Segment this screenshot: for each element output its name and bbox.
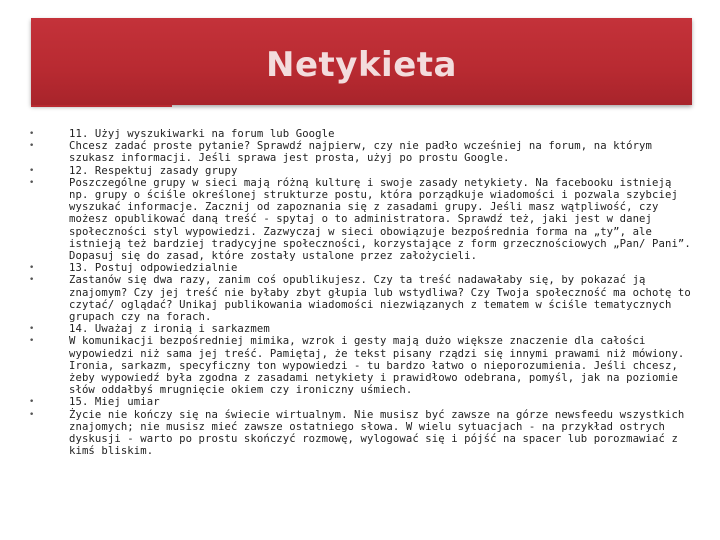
bullet-icon: • bbox=[29, 336, 35, 347]
slide-title: Netykieta bbox=[266, 44, 457, 85]
list-item bbox=[29, 262, 694, 274]
list-item bbox=[29, 323, 694, 335]
list-item bbox=[29, 128, 694, 140]
list-item-text: 15. Miej umiar bbox=[69, 396, 160, 409]
bullet-icon: • bbox=[29, 409, 35, 420]
list-item-text: W komunikacji bezpośredniej mimika, wzrok i gesty mają dużo większe znaczenie dla całości wypowiedzi niż sama jej treść. Pamiętaj, że tekst pisany rządzi się innymi prawami niż mówiony. Ironia, sarkazm, specyficzny ton wypowiedzi - tu bardzo łatwo o nieporozumienia. Jeśli chcesz, żeby wypowiedź była zgodna z zasadami netykiety i prawidłowo odebrana, pomyśl, jak na poziomie słów oddałbyś mrugnięcie okiem czy ironiczny uśmiech. bbox=[69, 335, 685, 397]
list-item bbox=[29, 177, 694, 262]
list-item bbox=[29, 335, 694, 396]
list-item bbox=[29, 396, 694, 408]
title-banner bbox=[31, 18, 692, 105]
bullet-icon: • bbox=[29, 324, 35, 335]
list-item-text: Zastanów się dwa razy, zanim coś opublikujesz. Czy ta treść nadawałaby się, by pokazać ją znajomym? Czy jej treść nie byłaby zbyt głupia lub wstydliwa? Czy Twoja społeczność ma ochotę to czytać/ oglądać? Unikaj publikowania wiadomości niezwiązanych z tematem w ściśle tematycznych grupach czy na forach. bbox=[69, 274, 691, 324]
bullet-icon: • bbox=[29, 177, 35, 188]
title-underline bbox=[31, 105, 172, 107]
list-item bbox=[29, 274, 694, 323]
list-item bbox=[29, 409, 694, 458]
list-item-text: Poszczególne grupy w sieci mają różną kulturę i swoje zasady netykiety. Na facebooku istnieją np. grupy o ściśle określonej strukturze postu, która porządkuje wiadomości i pozwala szybciej wyszukać informacje. Zacznij od zapoznania się z zasadami grupy. Jeśli masz wątpliwość, czy możesz opublikować daną treść - spytaj o to administratora. Sprawdź też, jaki jest w danej społeczności styl wypowiedzi. Zazwyczaj w sieci obowiązuje bezpośrednia forma na „ty”, ale istnieją też bardziej tradycyjne społeczności, korzystające z form grzecznościowych „Pan/ Pani”. Dopasuj się do zasad, które zostały ustalone przez założycieli. bbox=[69, 176, 691, 263]
list-item-text: 13. Postuj odpowiedzialnie bbox=[69, 262, 238, 275]
bullet-icon: • bbox=[29, 263, 35, 274]
list-item-text: Chcesz zadać proste pytanie? Sprawdź najpierw, czy nie padło wcześniej na forum, na którym szukasz informacji. Jeśli sprawa jest prosta, użyj po prostu Google. bbox=[69, 140, 653, 165]
bullet-icon: • bbox=[29, 275, 35, 286]
bullet-icon: • bbox=[29, 165, 35, 176]
bullet-icon: • bbox=[29, 397, 35, 408]
bullet-icon: • bbox=[29, 141, 35, 152]
list-item-text: 11. Użyj wyszukiwarki na forum lub Google bbox=[69, 128, 335, 140]
list-item bbox=[29, 140, 694, 164]
list-item-text: 14. Uważaj z ironią i sarkazmem bbox=[69, 323, 270, 336]
list-item-text: 12. Respektuj zasady grupy bbox=[69, 164, 238, 177]
list-item-text: Życie nie kończy się na świecie wirtualnym. Nie musisz być zawsze na górze newsfeedu wszystkich znajomych; nie musisz mieć zawsze ostatniego słowa. W wielu sytuacjach - na przykład ostrych dyskusji - warto po prostu skończyć rozmowę, wylogować się i pójść na spacer lub porozmawiać z kimś bliskim. bbox=[69, 408, 685, 458]
bullet-list bbox=[29, 128, 694, 457]
list-item bbox=[29, 165, 694, 177]
bullet-icon: • bbox=[29, 129, 35, 139]
